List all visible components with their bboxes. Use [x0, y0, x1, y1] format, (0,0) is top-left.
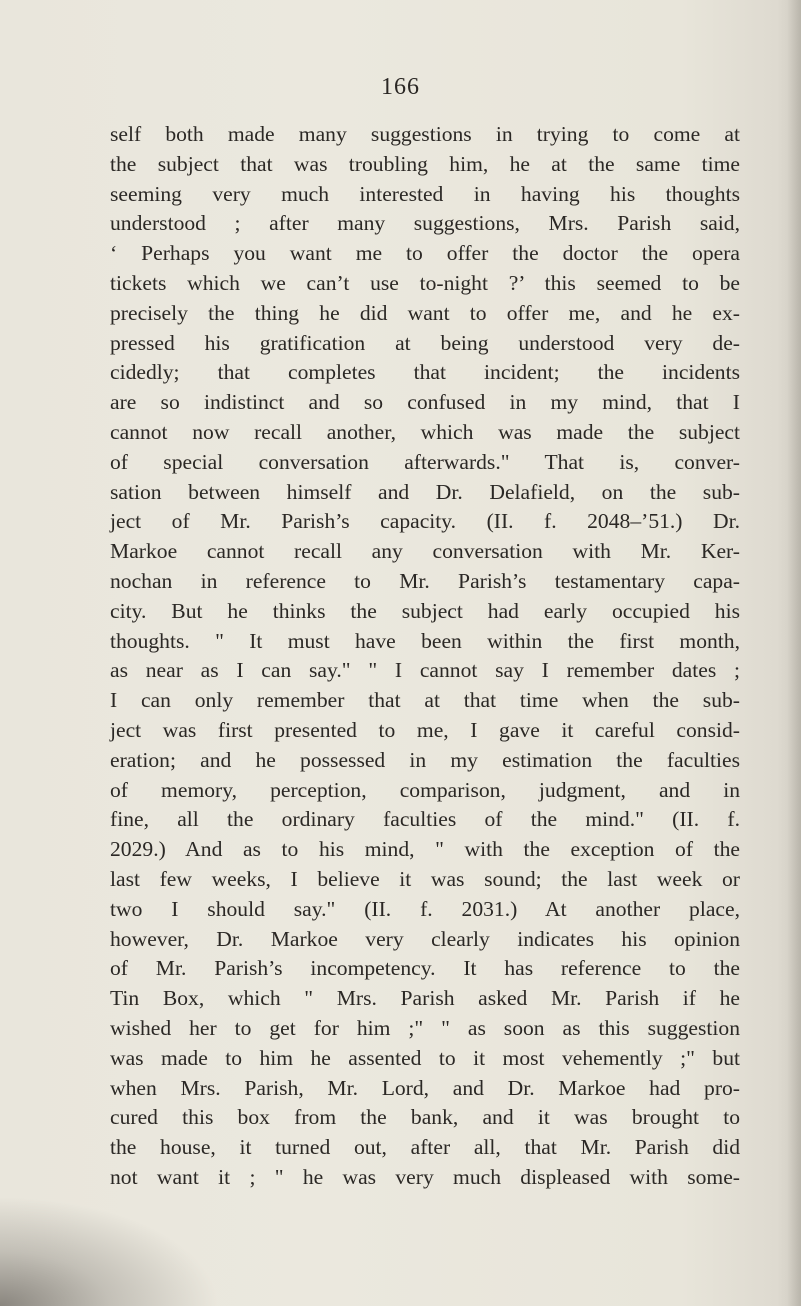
text-line: when Mrs. Parish, Mr. Lord, and Dr. Markoe had pro- [110, 1075, 740, 1100]
text-line: ‘ Perhaps you want me to offer the doctor the opera [110, 241, 740, 266]
text-line: ject of Mr. Parish’s capacity. (II. f. 2048–’51.) Dr. [110, 509, 740, 534]
text-line: Markoe cannot recall any conversation with Mr. Ker- [110, 539, 740, 564]
text-line: are so indistinct and so confused in my mind, that I [110, 390, 740, 415]
text-line: understood ; after many suggestions, Mrs. Parish said, [110, 211, 740, 236]
text-line: ject was first presented to me, I gave it careful consid- [110, 717, 740, 742]
body-text [110, 120, 740, 1193]
text-line: sation between himself and Dr. Delafield, on the sub- [110, 479, 740, 504]
text-line: the subject that was troubling him, he at the same time [110, 151, 740, 176]
text-line: however, Dr. Markoe very clearly indicates his opinion [110, 926, 740, 951]
text-line: eration; and he possessed in my estimation the faculties [110, 747, 740, 772]
text-line: not want it ; " he was very much displeased with some- [110, 1164, 740, 1189]
text-line: thoughts. " It must have been within the first month, [110, 628, 740, 653]
text-line: 2029.) And as to his mind, " with the exception of the [110, 837, 740, 862]
text-line: cidedly; that completes that incident; the incidents [110, 360, 740, 385]
text-line: pressed his gratification at being understood very de- [110, 330, 740, 355]
text-line: the house, it turned out, after all, that Mr. Parish did [110, 1135, 740, 1160]
page-edge-shadow [787, 0, 801, 1306]
text-line: seeming very much interested in having his thoughts [110, 181, 740, 206]
text-line: of memory, perception, comparison, judgment, and in [110, 777, 740, 802]
text-line: of Mr. Parish’s incompetency. It has reference to the [110, 956, 740, 981]
text-line: nochan in reference to Mr. Parish’s testamentary capa- [110, 568, 740, 593]
page-number: 166 [381, 74, 420, 100]
text-line: as near as I can say." " I cannot say I remember dates ; [110, 658, 740, 683]
corner-shadow [0, 1196, 220, 1306]
text-line: last few weeks, I believe it was sound; the last week or [110, 866, 740, 891]
text-line: precisely the thing he did want to offer me, and he ex- [110, 300, 740, 325]
text-line: cannot now recall another, which was made the subject [110, 419, 740, 444]
text-line: I can only remember that at that time when the sub- [110, 688, 740, 713]
text-line: wished her to get for him ;" " as soon as this suggestion [110, 1015, 740, 1040]
text-line: fine, all the ordinary faculties of the mind." (II. f. [110, 807, 740, 832]
text-line: city. But he thinks the subject had early occupied his [110, 598, 740, 623]
text-line: was made to him he assented to it most vehemently ;" but [110, 1045, 740, 1070]
text-line: tickets which we can’t use to-night ?’ this seemed to be [110, 270, 740, 295]
text-line: self both made many suggestions in trying to come at [110, 122, 740, 146]
text-line: Tin Box, which " Mrs. Parish asked Mr. Parish if he [110, 986, 740, 1011]
text-line: two I should say." (II. f. 2031.) At another place, [110, 896, 740, 921]
text-line: cured this box from the bank, and it was brought to [110, 1105, 740, 1130]
text-line: of special conversation afterwards." That is, conver- [110, 449, 740, 474]
